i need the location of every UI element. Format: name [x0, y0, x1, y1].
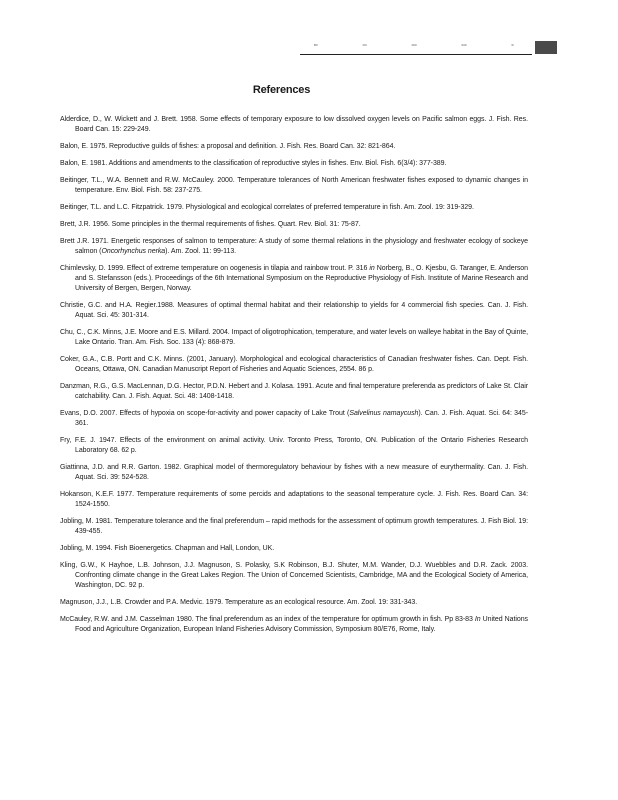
reference-text: Christie, G.C. and H.A. Regier.1988. Measures of optimal thermal habitat and their relationship to yields for 4 commercial fish species. Can. J. Fish. Aquat. Sci. 45: 301-314. — [60, 302, 528, 319]
reference-entry — [60, 115, 528, 135]
reference-entry — [60, 544, 528, 554]
reference-entry — [60, 615, 528, 635]
reference-entry — [60, 301, 528, 321]
reference-entry — [60, 463, 528, 483]
reference-entry — [60, 490, 528, 510]
header-rule — [300, 54, 532, 55]
page-title: References — [252, 84, 311, 96]
reference-text: Beitinger, T.L., W.A. Bennett and R.W. McCauley. 2000. Temperature tolerances of North American freshwater fishes exposed to dynamic changes in temperature. Env. Biol. Fish. 58: 237-275. — [60, 177, 528, 194]
reference-text: Giattinna, J.D. and R.R. Garton. 1982. Graphical model of thermoregulatory behaviour by fishes with a new measure of eurythermality. Can. J. Fish. Aquat. Sci. 39: 524-528. — [60, 464, 528, 481]
reference-text: Coker, G.A., C.B. Portt and C.K. Minns. (2001, January). Morphological and ecological characteristics of Canadian freshwater fishes. Can. Dept. Fish. Oceans, Ottawa, ON. Canadian Manuscript Report of Fisheries and Aquatic Sciences, 2554. 86 p. — [60, 356, 528, 373]
reference-text: United Nations Food and Agriculture Organization, European Inland Fisheries Advisory Commission, Symposium 80/E76, Rome, Italy. — [75, 616, 528, 633]
header-cell: 000 — [411, 43, 417, 47]
header-tab-block — [535, 41, 557, 54]
reference-text: Kling, G.W., K Hayhoe, L.B. Johnson, J.J. Magnuson, S. Polasky, S.K Robinson, B.J. Shuter, M.M. Wander, D.J. Wuebbles and D.R. Zack. 2003. Confronting climate change in the Great Lakes Region. The Union of Concerned Scientists, Cambridge, MA and the Ecological Society of America, Washington, DC. 92 p. — [60, 562, 528, 589]
reference-text: Magnuson, J.J., L.B. Crowder and P.A. Medvic. 1979. Temperature as an ecological resource. Am. Zool. 19: 331-343. — [60, 599, 418, 606]
reference-text: Hokanson, K.E.F. 1977. Temperature requirements of some percids and adaptations to the seasonal temperature cycle. J. Fish. Res. Board Can. 34: 1524-1550. — [60, 491, 528, 508]
reference-text: ). Can. J. Fish. Aquat. Sci. 64: 345-361. — [75, 410, 528, 427]
reference-entry — [60, 355, 528, 375]
reference-entry — [60, 176, 528, 196]
reference-text: Jobling, M. 1994. Fish Bioenergetics. Chapman and Hall, London, UK. — [60, 545, 275, 552]
reference-entry — [60, 598, 528, 608]
reference-italic-text: Oncorhynchus nerka — [101, 248, 166, 255]
reference-italic-text: Salvelinus namaycush — [349, 410, 419, 417]
reference-entry — [60, 220, 528, 230]
reference-entry — [60, 203, 528, 213]
header-cell: 0/ — [511, 43, 514, 47]
reference-text: Norberg, B., O. Kjesbu, G. Taranger, E. Anderson and S. Stefansson (eds.). Proceedings of the 6th International Symposium on the Reproductive Physiology of Fish. Institute of Marine Research and University of Bergen, Bergen, Norway. — [75, 265, 528, 292]
reference-entry — [60, 561, 528, 591]
reference-text: Brett J.R. 1971. Energetic responses of salmon to temperature: A study of some thermal relations in the physiology and freshwater ecology of sockeye salmon ( — [60, 238, 528, 255]
reference-text: Fry, F.E. J. 1947. Effects of the environment on animal activity. Univ. Toronto Press, Toronto, ON. Publication of the Ontario Fisheries Research Laboratory 68. 62 p. — [60, 437, 528, 454]
reference-entry — [60, 264, 528, 294]
reference-entry — [60, 159, 528, 169]
header-cell: 0/0 — [362, 43, 367, 47]
header-cell: 000 — [461, 43, 467, 47]
reference-text: Balon, E. 1975. Reproductive guilds of fishes: a proposal and definition. J. Fish. Res. Board Can. 32: 821-864. — [60, 143, 396, 150]
running-header — [300, 41, 558, 55]
reference-text: Danzman, R.G., G.S. MacLennan, D.G. Hector, P.D.N. Hebert and J. Kolasa. 1991. Acute and final temperature preferenda as predictors of Lake St. Clair catchability. Can. J. Fish. Aquat. Sci. 48: 1408-1418. — [60, 383, 528, 400]
reference-entry — [60, 237, 528, 257]
reference-text: Beitinger, T.L. and L.C. Fitzpatrick. 1979. Physiological and ecological correlates of preferred temperature in fish. Am. Zool. 19: 319-329. — [60, 204, 474, 211]
reference-entry — [60, 409, 528, 429]
reference-text: Chu, C., C.K. Minns, J.E. Moore and E.S. Millard. 2004. Impact of oligotrophication, temperature, and water levels on walleye habitat in the Bay of Quinte, Lake Ontario. Tran. Am. Fish. Soc. 133 (4): 868-879. — [60, 329, 528, 346]
reference-list — [60, 115, 528, 642]
reference-entry — [60, 328, 528, 348]
reference-text: McCauley, R.W. and J.M. Casselman 1980. The final preferendum as an index of the temperature for optimum growth in fish. Pp 83-83 — [60, 616, 475, 623]
reference-text: Alderdice, D., W. Wickett and J. Brett. 1958. Some effects of temporary exposure to low dissolved oxygen levels on Pacific salmon eggs. J. Fish. Res. Board Can. 15: 229-249. — [60, 116, 528, 133]
reference-text: Evans, D.O. 2007. Effects of hypoxia on scope-for-activity and power capacity of Lake Trout ( — [60, 410, 350, 417]
header-cells — [314, 43, 514, 47]
reference-entry — [60, 382, 528, 402]
reference-entry — [60, 436, 528, 456]
reference-text: ). Am. Zool. 11: 99-113. — [165, 248, 237, 255]
reference-text: Brett, J.R. 1956. Some principles in the thermal requirements of fishes. Quart. Rev. Biol. 31: 75-87. — [60, 221, 361, 228]
reference-italic-text: In — [474, 616, 481, 623]
reference-entry — [60, 517, 528, 537]
reference-text: Balon, E. 1981. Additions and amendments to the classification of reproductive styles in fishes. Env. Biol. Fish. 6(3/4): 377-389. — [60, 160, 447, 167]
reference-entry — [60, 142, 528, 152]
reference-text: Jobling, M. 1981. Temperature tolerance and the final preferendum – rapid methods for the assessment of optimum growth temperatures. J. Fish Biol. 19: 439-455. — [60, 518, 528, 535]
header-cell: B0 — [314, 43, 318, 47]
reference-italic-text: in — [369, 265, 375, 272]
reference-text: Chimlevsky, D. 1999. Effect of extreme temperature on oogenesis in tilapia and rainbow trout. P. 316 — [60, 265, 370, 272]
